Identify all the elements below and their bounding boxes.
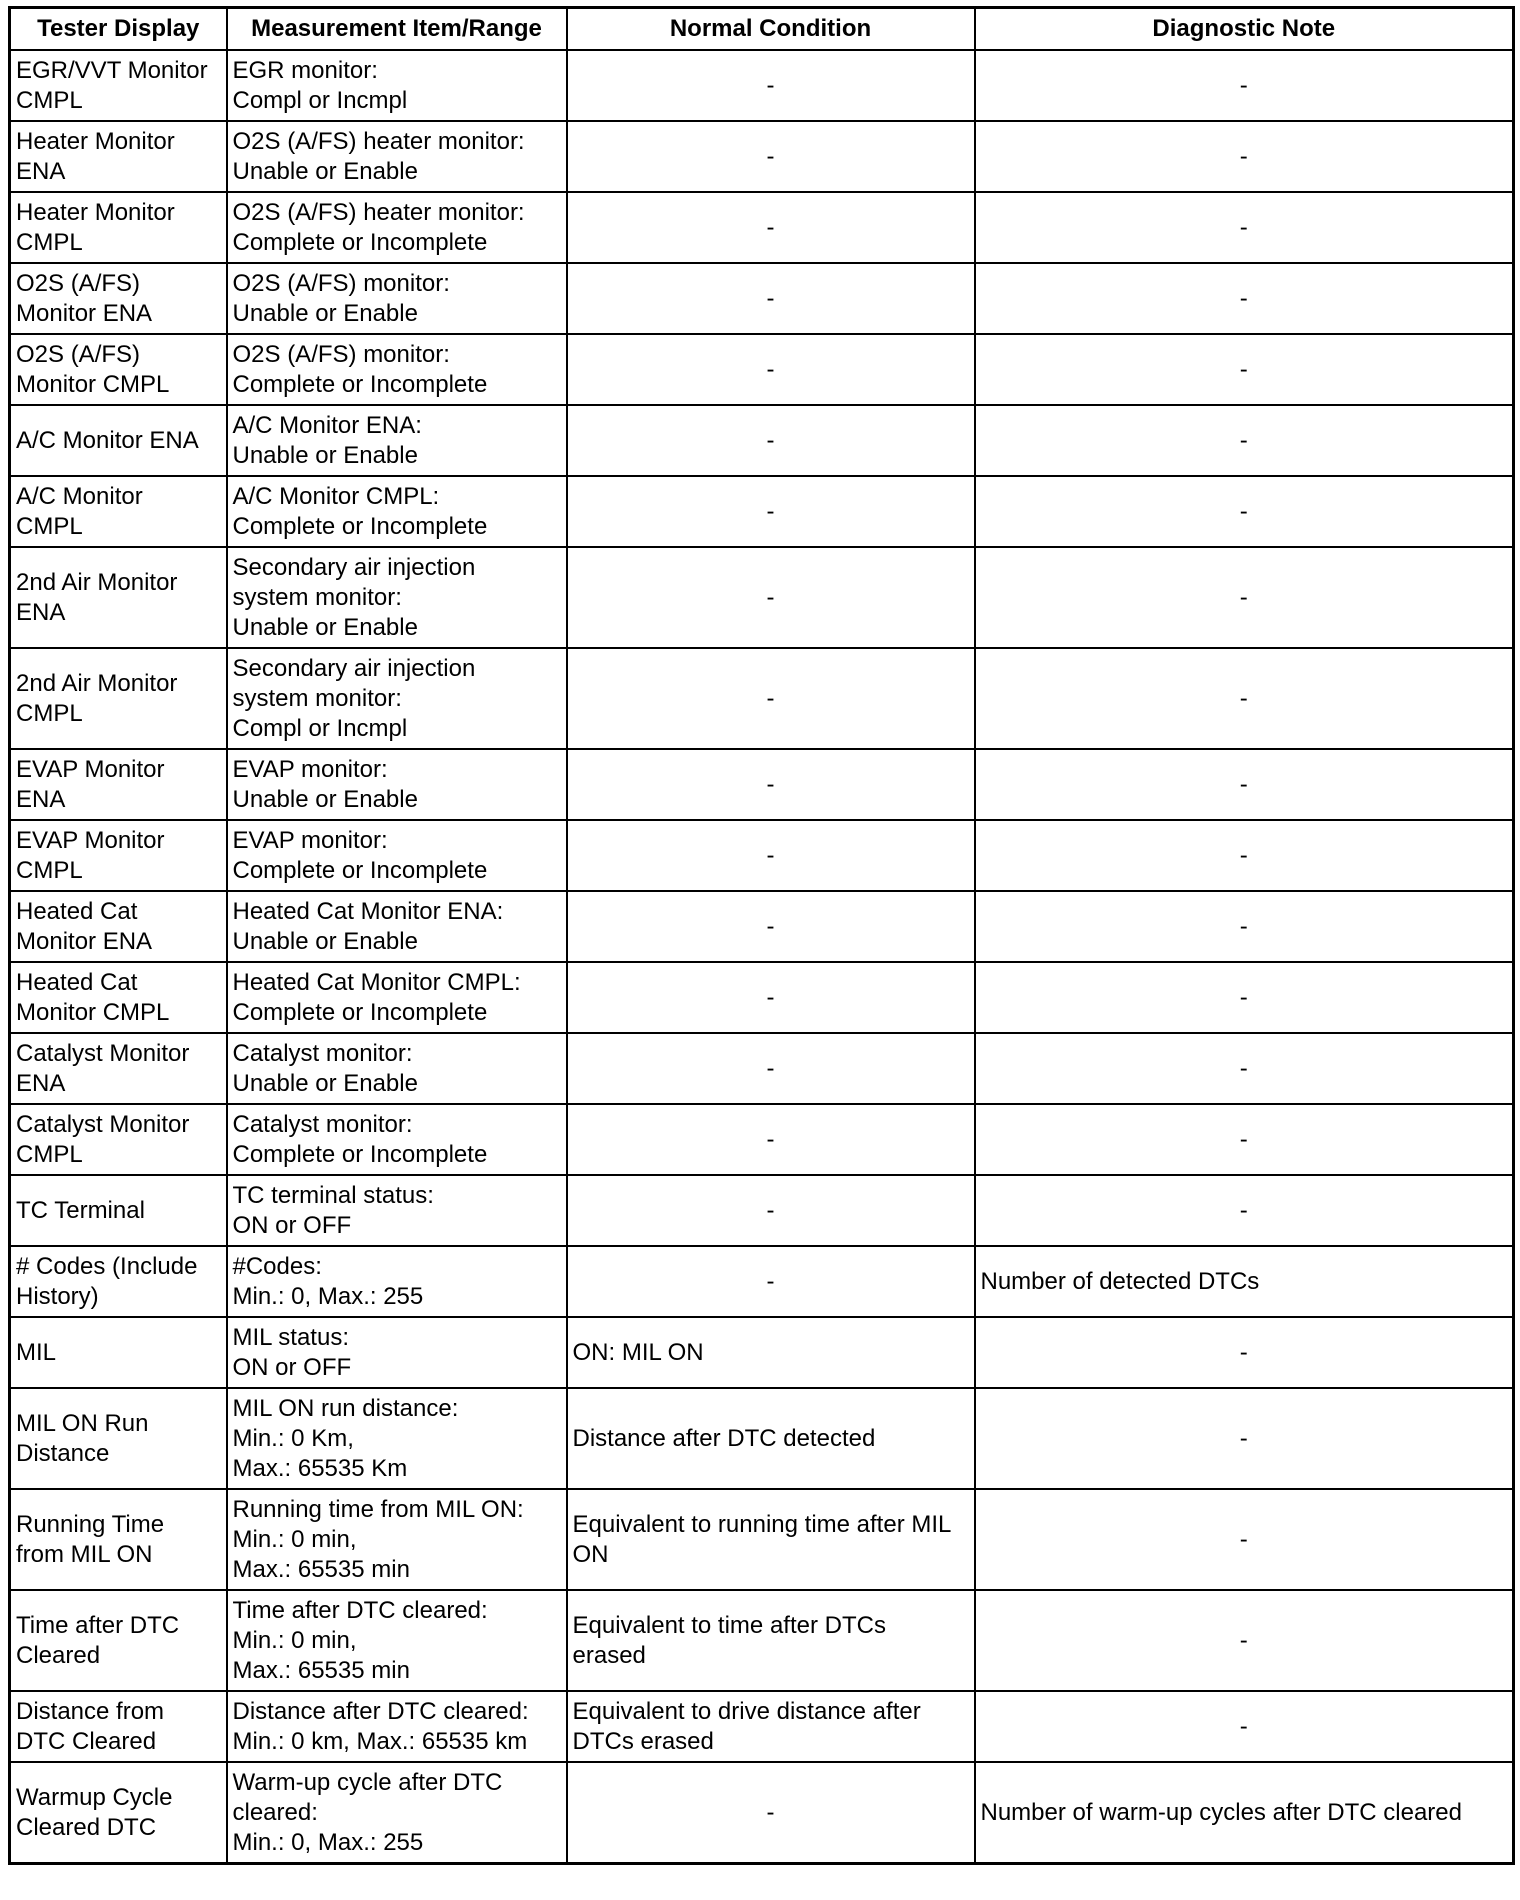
cell-measurement-item: Running time from MIL ON: Min.: 0 min, Max.: 65535 min: [227, 1489, 567, 1590]
cell-diagnostic-note: -: [975, 1590, 1514, 1691]
tester-display-table: [8, 6, 1515, 1865]
cell-normal-condition: -: [567, 749, 975, 820]
cell-normal-condition: Distance after DTC detected: [567, 1388, 975, 1489]
table-row: [10, 405, 1514, 476]
cell-tester-display: MIL ON Run Distance: [10, 1388, 227, 1489]
table-row: [10, 1590, 1514, 1691]
cell-diagnostic-note: -: [975, 820, 1514, 891]
table-row: [10, 1691, 1514, 1762]
cell-normal-condition: -: [567, 50, 975, 121]
table-row: [10, 1489, 1514, 1590]
cell-normal-condition: -: [567, 192, 975, 263]
cell-measurement-item: Time after DTC cleared: Min.: 0 min, Max.: 65535 min: [227, 1590, 567, 1691]
cell-diagnostic-note: -: [975, 1388, 1514, 1489]
cell-diagnostic-note: -: [975, 50, 1514, 121]
cell-measurement-item: Heated Cat Monitor ENA: Unable or Enable: [227, 891, 567, 962]
cell-normal-condition: Equivalent to running time after MIL ON: [567, 1489, 975, 1590]
header-tester-display: Tester Display: [10, 8, 227, 51]
table-row: [10, 1246, 1514, 1317]
cell-normal-condition: -: [567, 1246, 975, 1317]
table-row: [10, 192, 1514, 263]
cell-normal-condition: Equivalent to time after DTCs erased: [567, 1590, 975, 1691]
header-normal-condition: Normal Condition: [567, 8, 975, 51]
cell-measurement-item: O2S (A/FS) heater monitor: Complete or Incomplete: [227, 192, 567, 263]
cell-diagnostic-note: -: [975, 1175, 1514, 1246]
cell-diagnostic-note: -: [975, 1489, 1514, 1590]
cell-tester-display: Catalyst Monitor CMPL: [10, 1104, 227, 1175]
table-body: [10, 50, 1514, 1864]
cell-diagnostic-note: -: [975, 1104, 1514, 1175]
table-row: [10, 820, 1514, 891]
cell-measurement-item: Secondary air injection system monitor: Unable or Enable: [227, 547, 567, 648]
cell-measurement-item: Secondary air injection system monitor: Compl or Incmpl: [227, 648, 567, 749]
cell-normal-condition: -: [567, 405, 975, 476]
cell-normal-condition: -: [567, 648, 975, 749]
cell-diagnostic-note: -: [975, 1033, 1514, 1104]
cell-diagnostic-note: Number of detected DTCs: [975, 1246, 1514, 1317]
table-row: [10, 121, 1514, 192]
table-row: [10, 547, 1514, 648]
cell-tester-display: TC Terminal: [10, 1175, 227, 1246]
cell-diagnostic-note: -: [975, 1691, 1514, 1762]
cell-tester-display: # Codes (Include History): [10, 1246, 227, 1317]
table-row: [10, 1762, 1514, 1864]
cell-measurement-item: Catalyst monitor: Unable or Enable: [227, 1033, 567, 1104]
table-row: [10, 263, 1514, 334]
cell-measurement-item: EGR monitor: Compl or Incmpl: [227, 50, 567, 121]
cell-normal-condition: -: [567, 1175, 975, 1246]
cell-tester-display: Heater Monitor CMPL: [10, 192, 227, 263]
cell-measurement-item: A/C Monitor ENA: Unable or Enable: [227, 405, 567, 476]
cell-tester-display: Distance from DTC Cleared: [10, 1691, 227, 1762]
cell-tester-display: Running Time from MIL ON: [10, 1489, 227, 1590]
cell-diagnostic-note: -: [975, 405, 1514, 476]
cell-measurement-item: EVAP monitor: Unable or Enable: [227, 749, 567, 820]
header-measurement-item: Measurement Item/Range: [227, 8, 567, 51]
cell-diagnostic-note: -: [975, 263, 1514, 334]
cell-measurement-item: O2S (A/FS) monitor: Unable or Enable: [227, 263, 567, 334]
cell-measurement-item: EVAP monitor: Complete or Incomplete: [227, 820, 567, 891]
cell-tester-display: A/C Monitor CMPL: [10, 476, 227, 547]
cell-tester-display: Heated Cat Monitor ENA: [10, 891, 227, 962]
header-diagnostic-note: Diagnostic Note: [975, 8, 1514, 51]
table-row: [10, 1033, 1514, 1104]
cell-measurement-item: Distance after DTC cleared: Min.: 0 km, Max.: 65535 km: [227, 1691, 567, 1762]
cell-measurement-item: TC terminal status: ON or OFF: [227, 1175, 567, 1246]
cell-tester-display: Catalyst Monitor ENA: [10, 1033, 227, 1104]
cell-normal-condition: -: [567, 962, 975, 1033]
cell-measurement-item: O2S (A/FS) heater monitor: Unable or Enable: [227, 121, 567, 192]
table-row: [10, 334, 1514, 405]
cell-tester-display: 2nd Air Monitor CMPL: [10, 648, 227, 749]
cell-normal-condition: -: [567, 334, 975, 405]
cell-tester-display: A/C Monitor ENA: [10, 405, 227, 476]
cell-diagnostic-note: -: [975, 547, 1514, 648]
table-row: [10, 476, 1514, 547]
table-row: [10, 891, 1514, 962]
cell-diagnostic-note: -: [975, 962, 1514, 1033]
cell-normal-condition: -: [567, 547, 975, 648]
cell-diagnostic-note: -: [975, 334, 1514, 405]
cell-diagnostic-note: -: [975, 648, 1514, 749]
table-row: [10, 648, 1514, 749]
cell-measurement-item: Heated Cat Monitor CMPL: Complete or Incomplete: [227, 962, 567, 1033]
cell-normal-condition: -: [567, 1762, 975, 1864]
cell-diagnostic-note: -: [975, 476, 1514, 547]
header-row: [10, 8, 1514, 51]
table-row: [10, 1104, 1514, 1175]
cell-tester-display: Time after DTC Cleared: [10, 1590, 227, 1691]
cell-tester-display: Heater Monitor ENA: [10, 121, 227, 192]
cell-tester-display: O2S (A/FS) Monitor ENA: [10, 263, 227, 334]
table-row: [10, 1175, 1514, 1246]
cell-measurement-item: A/C Monitor CMPL: Complete or Incomplete: [227, 476, 567, 547]
cell-diagnostic-note: Number of warm-up cycles after DTC cleared: [975, 1762, 1514, 1864]
cell-normal-condition: Equivalent to drive distance after DTCs erased: [567, 1691, 975, 1762]
cell-tester-display: MIL: [10, 1317, 227, 1388]
cell-normal-condition: -: [567, 891, 975, 962]
cell-tester-display: 2nd Air Monitor ENA: [10, 547, 227, 648]
cell-normal-condition: -: [567, 476, 975, 547]
cell-normal-condition: -: [567, 263, 975, 334]
table-row: [10, 1388, 1514, 1489]
cell-normal-condition: -: [567, 121, 975, 192]
cell-measurement-item: Warm-up cycle after DTC cleared: Min.: 0, Max.: 255: [227, 1762, 567, 1864]
cell-measurement-item: MIL status: ON or OFF: [227, 1317, 567, 1388]
table-row: [10, 962, 1514, 1033]
cell-normal-condition: ON: MIL ON: [567, 1317, 975, 1388]
cell-tester-display: EVAP Monitor ENA: [10, 749, 227, 820]
cell-measurement-item: MIL ON run distance: Min.: 0 Km, Max.: 65535 Km: [227, 1388, 567, 1489]
cell-diagnostic-note: -: [975, 891, 1514, 962]
cell-diagnostic-note: -: [975, 121, 1514, 192]
cell-tester-display: O2S (A/FS) Monitor CMPL: [10, 334, 227, 405]
table-row: [10, 1317, 1514, 1388]
table-row: [10, 50, 1514, 121]
cell-measurement-item: O2S (A/FS) monitor: Complete or Incomplete: [227, 334, 567, 405]
cell-normal-condition: -: [567, 1104, 975, 1175]
cell-tester-display: Warmup Cycle Cleared DTC: [10, 1762, 227, 1864]
cell-normal-condition: -: [567, 1033, 975, 1104]
cell-diagnostic-note: -: [975, 192, 1514, 263]
cell-diagnostic-note: -: [975, 749, 1514, 820]
cell-tester-display: EVAP Monitor CMPL: [10, 820, 227, 891]
cell-tester-display: EGR/VVT Monitor CMPL: [10, 50, 227, 121]
table-row: [10, 749, 1514, 820]
cell-diagnostic-note: -: [975, 1317, 1514, 1388]
cell-tester-display: Heated Cat Monitor CMPL: [10, 962, 227, 1033]
cell-normal-condition: -: [567, 820, 975, 891]
cell-measurement-item: Catalyst monitor: Complete or Incomplete: [227, 1104, 567, 1175]
cell-measurement-item: #Codes: Min.: 0, Max.: 255: [227, 1246, 567, 1317]
